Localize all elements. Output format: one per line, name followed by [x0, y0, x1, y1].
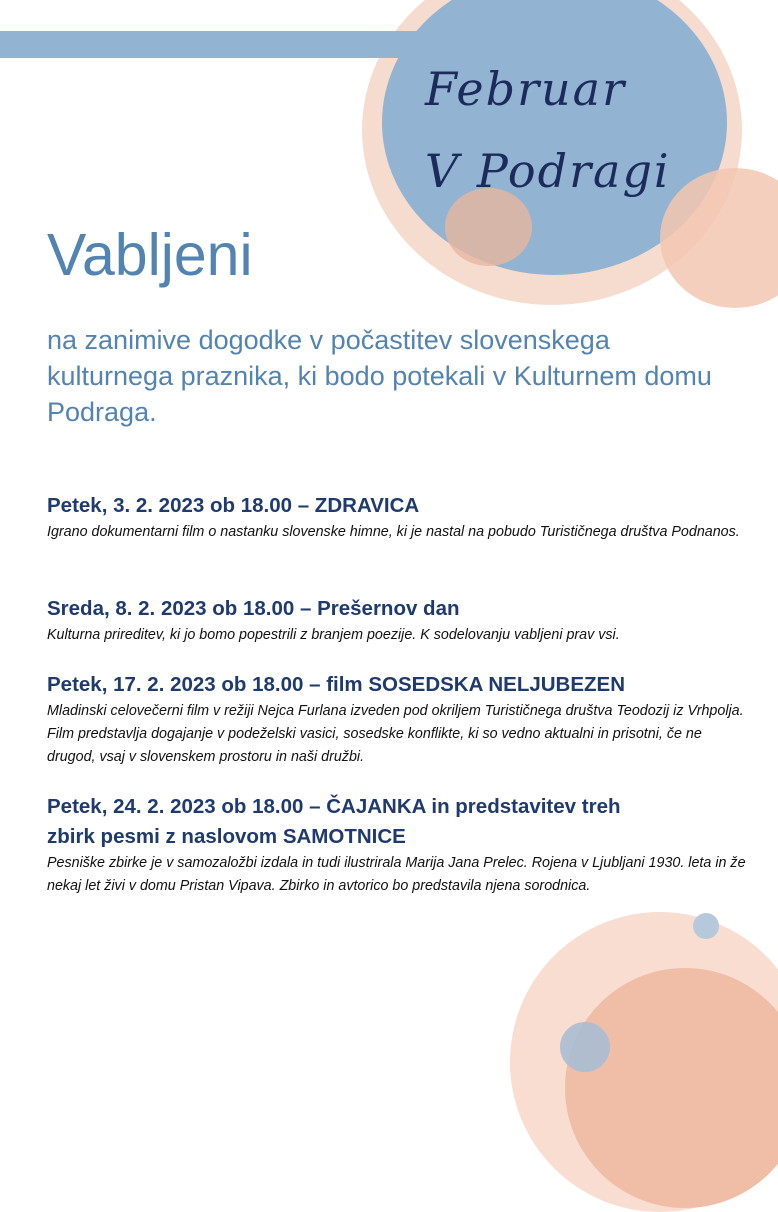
- peach-circle-small-decoration: [445, 188, 532, 266]
- event-item: [47, 594, 747, 647]
- blue-dot-decoration: [693, 913, 719, 939]
- event-title: Petek, 17. 2. 2023 ob 18.00 – film SOSEDSKA NELJUBEZEN: [47, 673, 626, 696]
- event-title: Petek, 24. 2. 2023 ob 18.00 – ČAJANKA in predstavitev treh: [47, 795, 621, 818]
- page-title: Vabljeni: [47, 222, 253, 288]
- banner-title-line1: Februar: [425, 62, 627, 116]
- event-description: Igrano dokumentarni film o nastanku slovenske himne, ki je nastal na pobudo Turističnega društva Podnanos.: [47, 524, 740, 540]
- event-item: [47, 670, 747, 769]
- event-description: Kulturna prireditev, ki jo bomo popestrili z branjem poezije. K sodelovanju vabljeni prav vsi.: [47, 627, 620, 643]
- event-description: Mladinski celovečerni film v režiji Nejca Furlana izveden pod okriljem Turističnega društva Teodozij iz Vrhpolja. Film predstavlja dogajanje v podeželski vasici, sosedske konflikte, ki so vedno aktualni in prisotni, če ne drugod, vsaj v slovenskem prostoru in naši družbi.: [47, 703, 744, 765]
- event-title: Petek, 3. 2. 2023 ob 18.00 – ZDRAVICA: [47, 494, 420, 517]
- blue-dot-bottom-decoration: [560, 1022, 610, 1072]
- event-description: Pesniške zbirke je v samozaložbi izdala in tudi ilustrirala Marija Jana Prelec. Rojena v Ljubljani 1930. leta in že nekaj let živi v domu Pristan Vipava. Zbirko in avtorico bo predstavila njena sorodnica.: [47, 855, 746, 894]
- intro-text: na zanimive dogodke v počastitev slovenskega kulturnega praznika, ki bodo potekali v Kulturnem domu Podraga.: [47, 325, 712, 427]
- banner-title-line2: V Podragi: [425, 144, 671, 198]
- event-item: [47, 792, 747, 898]
- event-title: Sreda, 8. 2. 2023 ob 18.00 – Prešernov dan: [47, 597, 460, 620]
- event-title-continued: zbirk pesmi z naslovom SAMOTNICE: [47, 825, 406, 848]
- event-item: [47, 491, 747, 544]
- header-bar: [0, 31, 470, 58]
